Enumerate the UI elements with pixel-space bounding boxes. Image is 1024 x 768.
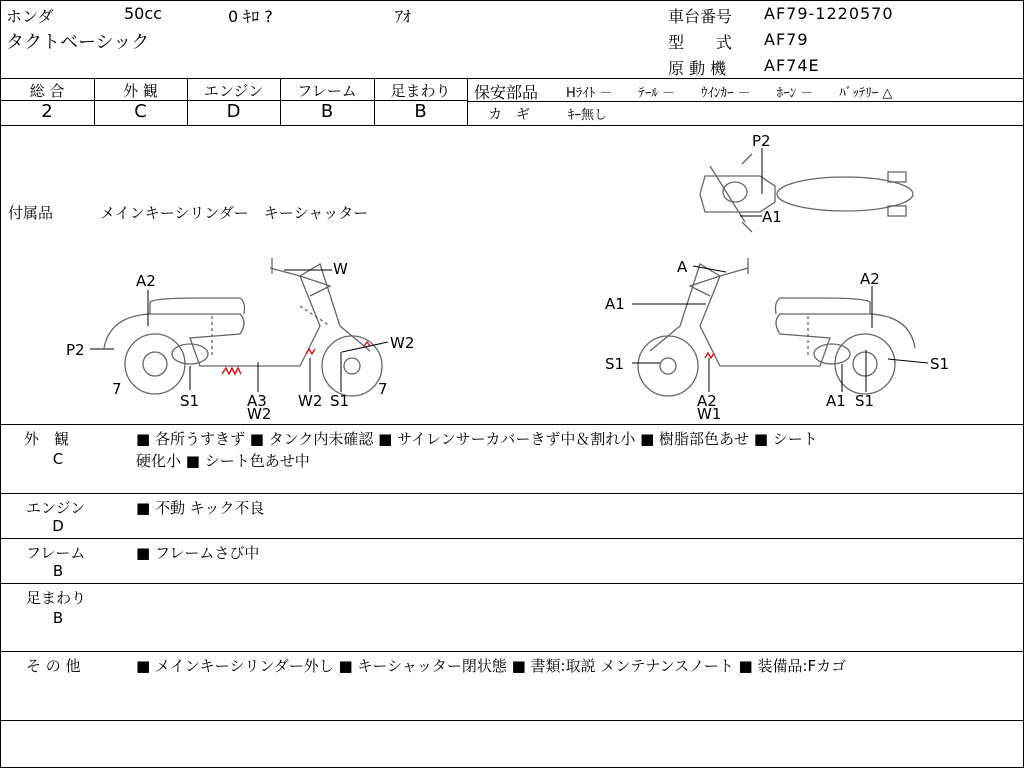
label-right-a1-bottom: A1: [826, 392, 846, 410]
mileage: 0 ｷﾛ ?: [228, 7, 273, 26]
label-right-s1-rear: S1: [930, 355, 950, 373]
divider: [467, 78, 468, 125]
label-right-a2: A2: [860, 270, 880, 288]
label-left-p2: P2: [66, 341, 85, 359]
note-label: エンジン: [26, 499, 86, 517]
grade-frame: B: [320, 101, 334, 122]
damage-mark: [222, 368, 241, 374]
label-right-w1: W1: [697, 405, 722, 423]
divider: [0, 651, 1024, 652]
frame-number-value: AF79-1220570: [764, 4, 894, 23]
displacement: 50cc: [124, 4, 162, 23]
divider: [468, 101, 1024, 102]
engine-model-value: AF74E: [764, 56, 820, 75]
grade-header-overall: 総 合: [29, 82, 65, 100]
note-label: 外 観: [24, 430, 70, 448]
damage-mark: [705, 353, 714, 358]
safety-parts-items: Hﾗｲﾄ － ﾃｰﾙ － ｳｲﾝｶｰ － ﾎｰﾝ － ﾊﾞｯﾃﾘｰ △: [566, 86, 893, 101]
grade-suspension: B: [414, 101, 427, 122]
divider: [0, 424, 1024, 425]
label-top-p2: P2: [752, 132, 771, 150]
safety-parts-label: 保安部品: [474, 83, 539, 102]
label-right-a: A: [677, 258, 688, 276]
note-grade: B: [52, 609, 64, 627]
label-left-a3: A3: [247, 392, 267, 410]
note-label: フレーム: [26, 544, 86, 562]
frame-number-label: 車台番号: [668, 7, 733, 26]
damage-diagram: [0, 126, 1024, 424]
damage-marks: [222, 342, 714, 374]
label-left-s1: S1: [180, 392, 200, 410]
divider: [0, 583, 1024, 584]
model-name: タクトベーシック: [6, 32, 150, 53]
note-grade: C: [52, 450, 64, 468]
accessories-value: メインキーシリンダー キーシャッター: [100, 204, 369, 222]
note-text: ■ メインキーシリンダー外し ■ キーシャッター閉状態 ■ 書類:取説 メンテナンスノート ■ 装備品:Fカゴ: [136, 657, 847, 675]
accessories-label: 付属品: [8, 204, 54, 222]
label-top-a1: A1: [762, 208, 782, 226]
label-left-7-front: 7: [112, 380, 122, 398]
grade-engine: D: [226, 101, 241, 122]
grade-header-suspension: 足まわり: [390, 82, 451, 100]
divider: [0, 720, 1024, 721]
grade-header-frame: フレーム: [297, 82, 357, 100]
label-left-w2-bottom: W2: [247, 405, 272, 423]
type-value: AF79: [764, 30, 809, 49]
note-grade: D: [52, 517, 64, 535]
divider: [0, 78, 1024, 79]
grade-overall: 2: [41, 101, 53, 122]
note-text: ■ 各所うすきず ■ タンク内未確認 ■ サイレンサーカバーきず中＆割れ小 ■ 樹脂部色あせ ■ シート: [136, 430, 818, 448]
leader-lines: [90, 148, 928, 392]
label-left-s1-rear: S1: [330, 392, 350, 410]
label-right-s1-bottom: S1: [855, 392, 875, 410]
label-left-w2: W2: [390, 334, 415, 352]
note-text: ■ 不動 キック不良: [136, 499, 265, 517]
key-value: ｷｰ無し: [568, 108, 608, 123]
label-right-a2-bottom: A2: [697, 392, 717, 410]
label-right-s1-front: S1: [605, 355, 625, 373]
type-label: 型 式: [668, 33, 733, 52]
key-label: カ ギ: [488, 107, 530, 123]
note-label: 足まわり: [26, 589, 87, 607]
label-left-7-rear: 7: [378, 380, 388, 398]
note-label: そ の 他: [26, 657, 81, 675]
label-left-w2-center: W2: [298, 392, 323, 410]
color: ｱｵ: [395, 7, 412, 26]
label-left-w: W: [333, 260, 348, 278]
grade-header-exterior: 外 観: [123, 82, 158, 100]
grade-exterior: C: [134, 101, 147, 122]
grade-header-engine: エンジン: [203, 82, 264, 100]
divider: [0, 493, 1024, 494]
damage-mark: [306, 349, 315, 354]
engine-model-label: 原 動 機: [668, 59, 727, 78]
note-text: ■ フレームさび中: [136, 544, 260, 562]
note-text: 硬化小 ■ シート色あせ中: [136, 452, 310, 470]
label-left-a2: A2: [136, 272, 156, 290]
note-grade: B: [52, 562, 64, 580]
divider: [0, 538, 1024, 539]
damage-mark: [364, 342, 370, 346]
label-right-a1: A1: [605, 295, 625, 313]
top-view-scooter: [700, 154, 913, 232]
maker: ホンダ: [6, 7, 54, 26]
